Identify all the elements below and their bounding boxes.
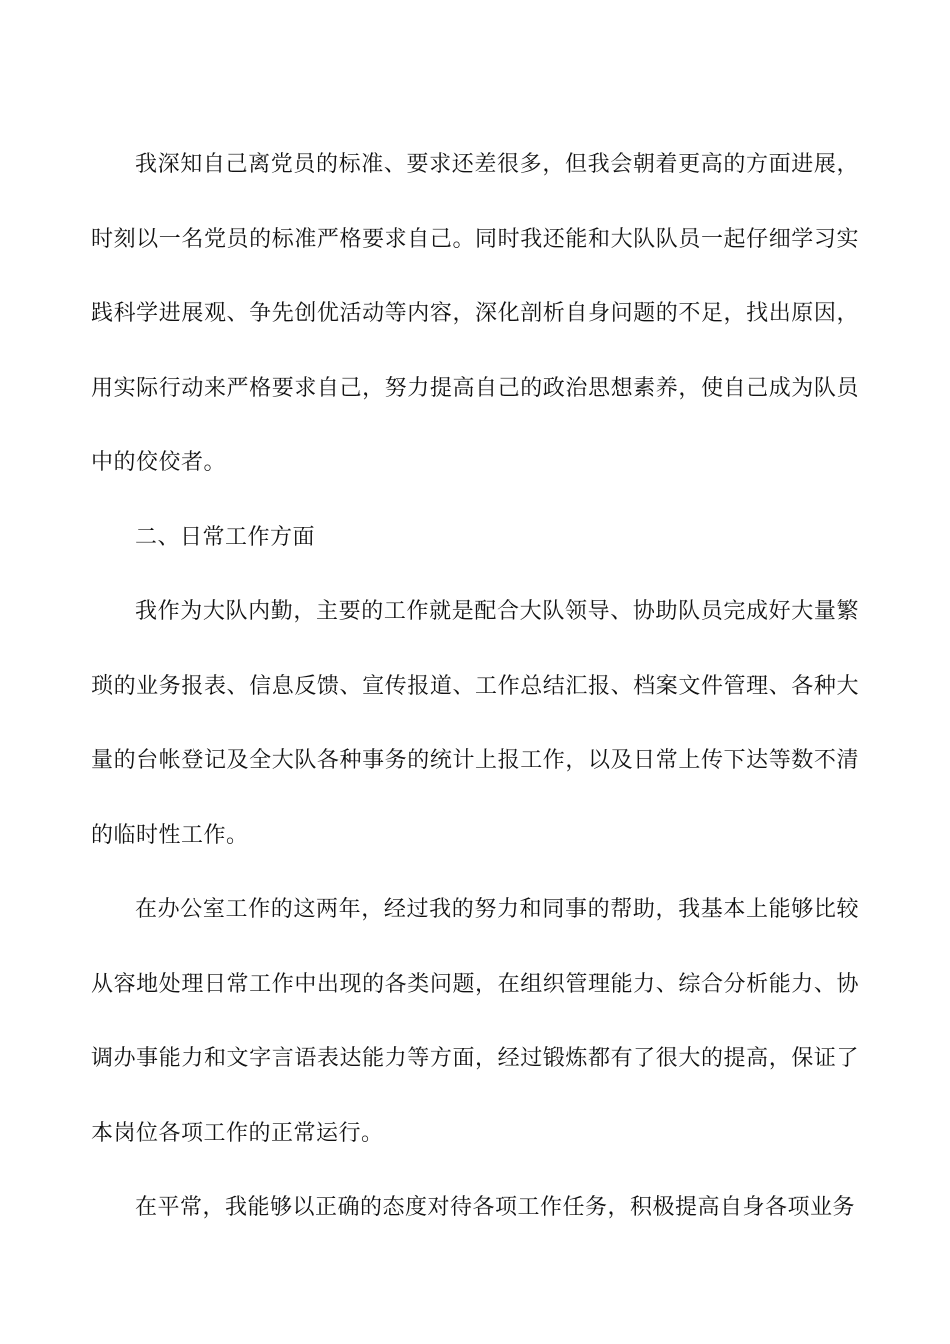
- paragraph-internal-duties: 我作为大队内勤，主要的工作就是配合大队领导、协助队员完成好大量繁琐的业务报表、信息反馈、宣传报道、工作总结汇报、档案文件管理、各种大量的台帐登记及全大队各种事务的统计上报工作，以及日常上传下达等数不清的临时性工作。: [91, 599, 859, 848]
- document-body: [91, 128, 859, 1246]
- paragraph-party-standards: 我深知自己离党员的标准、要求还差很多，但我会朝着更高的方面进展，时刻以一名党员的标准严格要求自己。同时我还能和大队队员一起仔细学习实践科学进展观、争先创优活动等内容，深化剖析自身问题的不足，找出原因，用实际行动来严格要求自己，努力提高自己的政治思想素养，使自己成为队员中的佼佼者。: [91, 152, 859, 475]
- section-heading-daily-work: 二、日常工作方面: [135, 524, 316, 550]
- paragraph-work-attitude: 在平常，我能够以正确的态度对待各项工作任务，积极提高自身各项业务: [135, 1195, 856, 1220]
- paragraph-office-experience: 在办公室工作的这两年，经过我的努力和同事的帮助，我基本上能够比较从容地处理日常工作中出现的各类问题，在组织管理能力、综合分析能力、协调办事能力和文字言语表达能力等方面，经过锻炼都有了很大的提高，保证了本岗位各项工作的正常运行。: [91, 897, 859, 1146]
